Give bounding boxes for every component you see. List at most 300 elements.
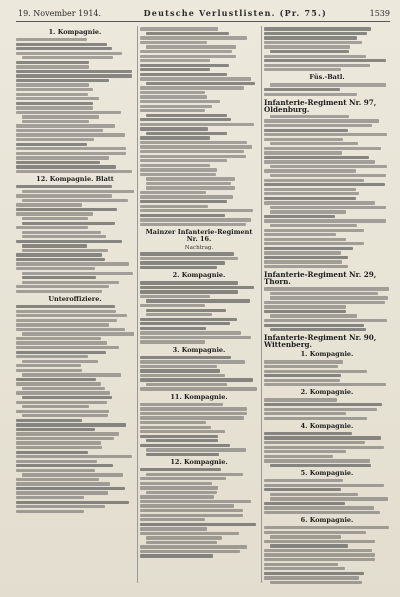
text-line (264, 572, 364, 575)
text-line (140, 327, 206, 330)
text-line (264, 531, 366, 534)
text-line (140, 281, 238, 284)
text-block (264, 479, 390, 514)
text-line (264, 36, 357, 39)
text-line (146, 132, 227, 135)
section-heading: 2. Kompagnie. (172, 271, 226, 280)
text-line (264, 260, 342, 263)
text-line (264, 576, 359, 579)
text-line (16, 432, 119, 435)
text-line (22, 120, 89, 123)
text-line (16, 310, 116, 313)
text-line (16, 487, 125, 490)
text-line (264, 133, 387, 136)
text-line (140, 159, 227, 162)
text-line (16, 253, 102, 256)
text-line (264, 502, 345, 505)
text-line (264, 319, 387, 322)
text-line (16, 38, 87, 41)
text-line (140, 68, 210, 71)
text-line (22, 115, 99, 118)
text-line (140, 554, 213, 557)
text-line (146, 453, 219, 456)
text-line (140, 518, 205, 521)
text-line (264, 41, 362, 44)
text-line (140, 27, 218, 30)
text-block (16, 185, 134, 293)
text-line (16, 290, 102, 293)
regiment-heading: Infanterie-Regiment Nr. 97, Oldenburg. (264, 97, 377, 114)
text-line (22, 332, 134, 335)
text-line (140, 387, 257, 390)
text-block (264, 27, 390, 71)
text-block (140, 468, 258, 558)
text-line (16, 364, 81, 367)
text-line (264, 365, 338, 368)
text-line (16, 203, 82, 206)
text-line (270, 206, 386, 209)
text-line (140, 141, 247, 144)
text-line (140, 218, 251, 221)
text-line (16, 401, 107, 404)
text-line (16, 341, 107, 344)
text-line (264, 188, 356, 191)
text-line (16, 194, 112, 197)
text-line (140, 545, 247, 548)
text-line (140, 257, 238, 260)
text-line (16, 510, 84, 513)
text-line (140, 77, 251, 80)
text-line (264, 436, 381, 439)
text-line (16, 111, 121, 114)
text-line (264, 506, 374, 509)
text-block (264, 83, 390, 95)
text-line (264, 484, 384, 487)
text-line (140, 504, 234, 507)
text-line (264, 408, 377, 411)
text-line (270, 497, 388, 500)
regiment-heading: Infanterie-Regiment Nr. 29, Thorn. (264, 270, 377, 287)
text-line (140, 360, 245, 363)
text-line (264, 398, 337, 401)
text-line (22, 222, 115, 225)
text-line (140, 365, 217, 368)
text-line (16, 346, 119, 349)
text-line (264, 219, 386, 222)
text-line (140, 495, 214, 498)
text-line (264, 567, 345, 570)
text-line (16, 161, 100, 164)
text-line (146, 448, 246, 451)
text-line (140, 356, 231, 359)
text-line (264, 151, 342, 154)
text-line (264, 403, 382, 406)
text-line (264, 511, 380, 514)
text-line (22, 360, 98, 363)
text-line (16, 451, 88, 454)
text-line (264, 59, 386, 62)
text-line (264, 88, 340, 91)
text-line (22, 396, 112, 399)
text-line (22, 190, 134, 193)
text-line (16, 478, 99, 481)
text-line (140, 252, 234, 255)
section-heading: 11. Kompagnie. (170, 392, 228, 401)
text-line (16, 319, 117, 322)
text-line (16, 469, 95, 472)
text-line (16, 185, 112, 188)
text-line (270, 464, 371, 467)
text-line (140, 136, 210, 139)
section-heading: 4. Kompagnie. (300, 421, 354, 430)
text-line (140, 150, 244, 153)
column-divider (261, 26, 262, 583)
text-block (264, 432, 390, 467)
text-line (140, 486, 218, 489)
text-line (16, 97, 99, 100)
text-line (16, 378, 96, 381)
text-line (140, 164, 210, 167)
text-line (140, 50, 232, 53)
section-heading: 1. Kompagnie. (300, 350, 354, 359)
text-line (146, 299, 250, 302)
text-line (16, 212, 93, 215)
text-line (264, 242, 364, 245)
page-header (18, 6, 390, 20)
text-line (140, 407, 247, 410)
text-block (264, 526, 390, 585)
text-line (270, 493, 358, 496)
text-line (140, 127, 208, 130)
text-line (16, 124, 115, 127)
text-line (16, 314, 127, 317)
text-line (140, 378, 253, 381)
text-line (16, 460, 97, 463)
text-line (146, 439, 218, 442)
text-line (16, 83, 89, 86)
text-line (140, 340, 205, 343)
text-line (140, 435, 218, 438)
text-line (22, 217, 88, 220)
text-line (16, 52, 122, 55)
text-line (16, 226, 88, 229)
text-line (140, 416, 244, 419)
text-line (140, 59, 210, 62)
text-line (264, 479, 343, 482)
text-line (140, 482, 212, 485)
text-line (264, 238, 346, 241)
text-line (16, 491, 108, 494)
text-line (16, 391, 110, 394)
text-line (264, 459, 370, 462)
text-block (264, 398, 390, 419)
text-line (140, 318, 237, 321)
text-line (270, 210, 346, 213)
text-line (16, 419, 82, 422)
text-line (264, 55, 366, 58)
text-line (270, 83, 386, 86)
text-line (140, 421, 206, 424)
text-line (140, 509, 243, 512)
text-line (140, 118, 231, 121)
text-line (16, 446, 102, 449)
text-line (264, 119, 379, 122)
text-line (16, 423, 126, 426)
text-line (140, 191, 206, 194)
header-date: 19. November 1914. (18, 8, 102, 18)
text-block (264, 115, 390, 268)
text-line (264, 147, 381, 150)
text-line (16, 208, 117, 211)
text-line (270, 292, 378, 295)
text-line (264, 441, 365, 444)
text-line (146, 114, 227, 117)
text-line (264, 68, 341, 71)
text-line (264, 179, 364, 182)
text-line (16, 505, 105, 508)
header-page-number: 1539 (369, 8, 390, 18)
text-line (140, 369, 220, 372)
text-line (16, 355, 88, 358)
text-line (264, 247, 353, 250)
text-line (140, 195, 233, 198)
text-line (16, 65, 89, 68)
text-line (264, 183, 385, 186)
text-line (16, 147, 126, 150)
text-line (140, 374, 225, 377)
text-line (146, 473, 243, 476)
section-subtitle: Nachtrag. (184, 245, 214, 252)
column-left (16, 26, 134, 585)
text-line (264, 417, 367, 420)
text-line (140, 266, 217, 269)
text-line (140, 123, 254, 126)
text-line (16, 351, 106, 354)
section-heading: 12. Kompagnie. (170, 458, 228, 467)
text-line (140, 550, 240, 553)
text-line (140, 412, 247, 415)
text-line (270, 328, 366, 331)
text-line (264, 156, 369, 159)
text-line (264, 379, 340, 382)
text-line (16, 47, 112, 50)
regiment-heading: Mainzer Infanterie-Regiment Nr. 16. (145, 228, 253, 244)
text-line (264, 233, 336, 236)
text-line (16, 267, 95, 270)
text-line (264, 450, 346, 453)
text-line (264, 563, 338, 566)
text-line (264, 553, 375, 556)
text-line (270, 142, 358, 145)
text-line (140, 261, 225, 264)
text-line (264, 526, 389, 529)
text-block (140, 27, 258, 226)
text-line (270, 544, 348, 547)
text-line (22, 235, 106, 238)
text-line (140, 304, 205, 307)
text-line (140, 286, 254, 289)
text-line (264, 160, 375, 163)
text-line (16, 305, 115, 308)
text-line (140, 55, 236, 58)
column-middle (140, 26, 258, 585)
text-line (16, 441, 101, 444)
text-line (140, 444, 230, 447)
text-line (140, 523, 256, 526)
text-line (16, 437, 114, 440)
text-line (140, 214, 225, 217)
text-block (140, 252, 258, 269)
text-line (140, 41, 207, 44)
text-line (16, 262, 129, 265)
text-line (16, 93, 88, 96)
text-line (140, 295, 210, 298)
text-line (16, 138, 94, 141)
text-line (22, 473, 123, 476)
text-line (140, 223, 246, 226)
text-line (140, 527, 207, 530)
text-line (140, 290, 238, 293)
text-line (16, 382, 101, 385)
section-heading: 6. Kompagnie. (300, 516, 354, 525)
header-title: Deutsche Verlustlisten. (Pr. 75.) (143, 8, 328, 18)
text-line (140, 403, 223, 406)
text-line (16, 61, 89, 64)
text-line (264, 310, 346, 313)
text-line (16, 152, 126, 155)
text-line (140, 91, 205, 94)
text-line (16, 74, 132, 77)
text-line (270, 535, 341, 538)
text-line (264, 129, 348, 132)
text-line (16, 455, 132, 458)
text-line (16, 79, 109, 82)
text-line (16, 328, 125, 331)
text-line (146, 541, 217, 544)
text-line (16, 156, 109, 159)
text-line (22, 56, 113, 59)
text-line (16, 165, 116, 168)
text-line (146, 491, 217, 494)
text-line (146, 82, 255, 85)
text-line (264, 256, 348, 259)
text-line (264, 305, 346, 308)
text-line (22, 199, 128, 202)
text-line (16, 102, 93, 105)
text-block (264, 287, 390, 331)
text-line (16, 285, 109, 288)
section-heading: Füs.-Batl. (309, 73, 345, 82)
text-line (264, 383, 386, 386)
text-block (140, 403, 258, 456)
text-line (146, 309, 226, 312)
text-line (270, 581, 362, 584)
text-line (264, 446, 384, 449)
section-heading: 5. Kompagnie. (300, 469, 354, 478)
text-line (264, 540, 375, 543)
text-line (16, 88, 93, 91)
text-line (270, 314, 357, 317)
text-block (16, 38, 134, 173)
section-heading: 12. Kompagnie. Blatt (36, 175, 114, 184)
text-line (264, 201, 375, 204)
text-line (146, 383, 227, 386)
text-line (16, 323, 109, 326)
text-line (22, 373, 121, 376)
text-line (140, 331, 241, 334)
text-line (16, 501, 129, 504)
text-line (16, 129, 103, 132)
text-line (22, 281, 119, 284)
text-line (16, 258, 105, 261)
text-line (22, 231, 101, 234)
text-line (264, 197, 356, 200)
text-line (140, 532, 239, 535)
text-line (140, 336, 251, 339)
text-line (264, 549, 372, 552)
text-line (264, 488, 341, 491)
text-line (22, 276, 96, 279)
text-line (264, 251, 341, 254)
text-line (264, 360, 343, 363)
section-heading: 3. Kompagnie. (172, 345, 226, 354)
text-line (22, 249, 108, 252)
text-line (140, 73, 227, 76)
text-line (140, 95, 207, 98)
text-line (264, 558, 375, 561)
text-line (270, 165, 387, 168)
text-line (140, 430, 225, 433)
text-line (264, 27, 371, 30)
text-line (264, 412, 346, 415)
text-line (140, 105, 212, 108)
text-line (140, 322, 230, 325)
text-line (140, 500, 251, 503)
text-line (140, 426, 211, 429)
text-line (146, 32, 229, 35)
text-line (16, 428, 95, 431)
text-line (140, 100, 220, 103)
text-line (140, 64, 229, 67)
text-line (264, 324, 364, 327)
text-line (146, 186, 235, 189)
text-line (16, 240, 122, 243)
text-line (140, 514, 243, 517)
text-line (264, 455, 333, 458)
text-line (16, 369, 82, 372)
text-line (22, 405, 89, 408)
text-block (140, 281, 258, 343)
section-heading: 1. Kompagnie. (48, 28, 102, 36)
text-line (22, 244, 87, 247)
text-line (264, 374, 341, 377)
text-line (146, 182, 231, 185)
text-line (146, 536, 222, 539)
text-line (264, 229, 364, 232)
text-line (16, 410, 109, 413)
text-line (264, 432, 352, 435)
text-line (140, 477, 226, 480)
text-line (16, 170, 132, 173)
text-line (264, 124, 372, 127)
text-line (146, 177, 235, 180)
text-line (264, 287, 389, 290)
text-line (16, 43, 107, 46)
text-line (270, 224, 357, 227)
text-line (264, 301, 385, 304)
text-line (264, 93, 357, 96)
section-heading: 2. Kompagnie. (300, 388, 354, 397)
